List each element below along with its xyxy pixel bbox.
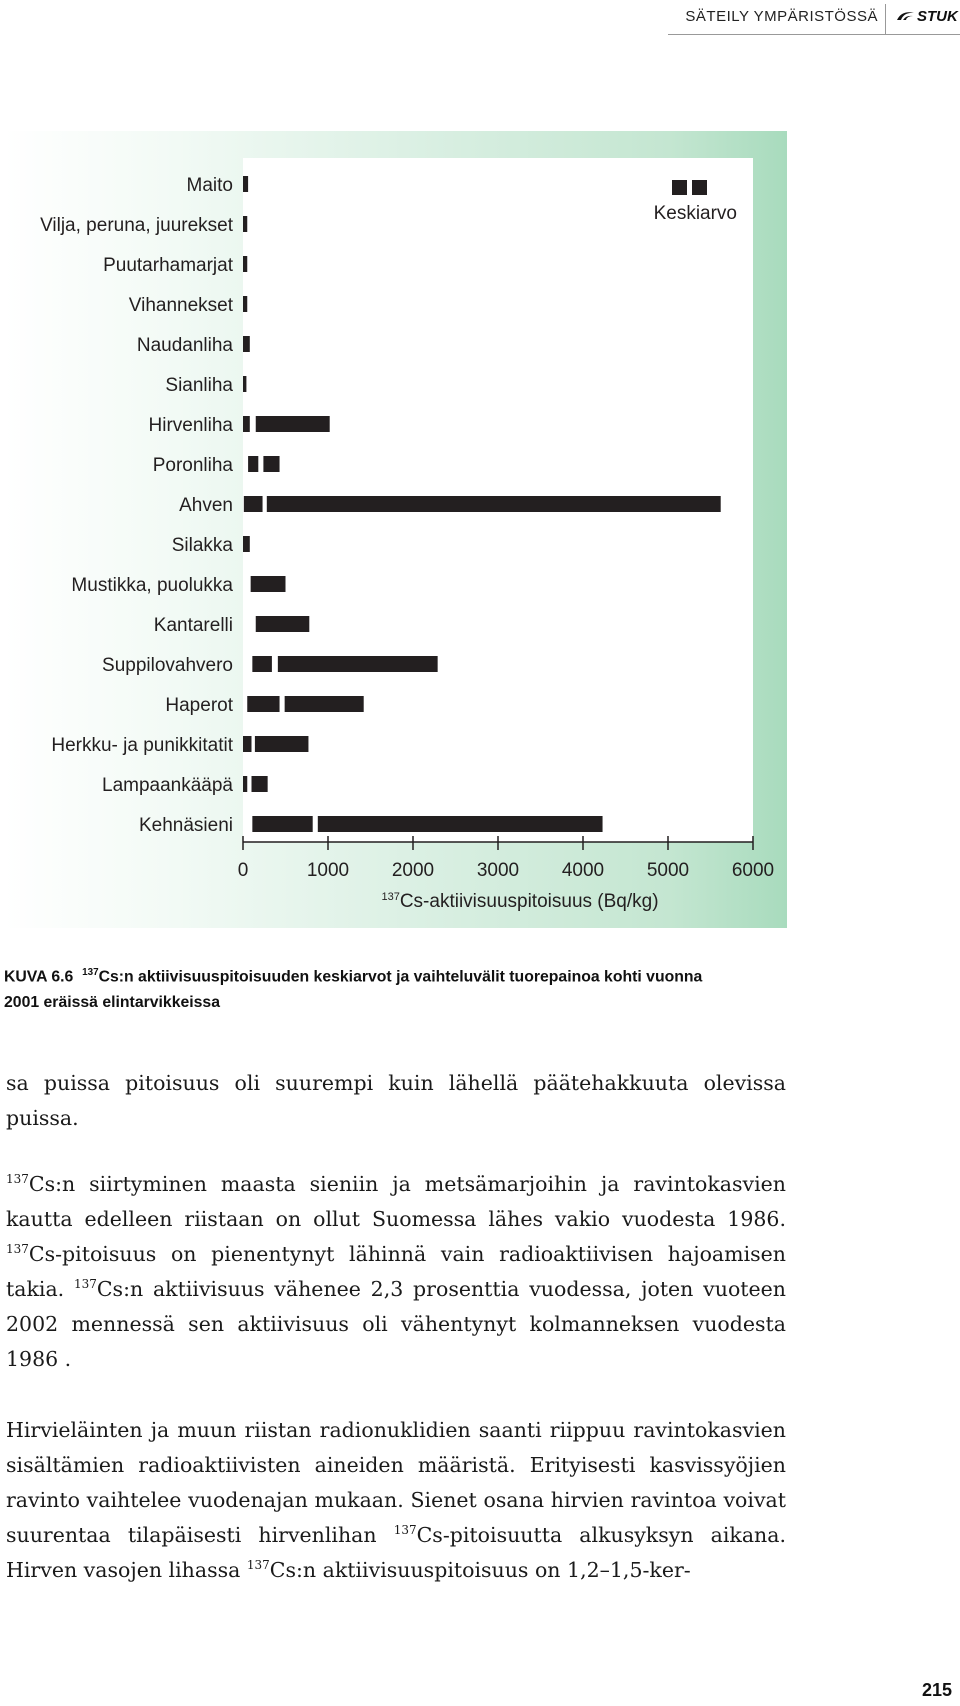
legend-swatch-1 bbox=[672, 180, 687, 195]
x-tick-label: 6000 bbox=[731, 860, 775, 881]
x-axis bbox=[238, 836, 774, 881]
category-label: Maito bbox=[186, 175, 233, 196]
category-label: Suppilovahvero bbox=[102, 655, 233, 676]
caption-label: KUVA 6.6 bbox=[4, 968, 74, 986]
range-bar bbox=[248, 456, 258, 472]
range-bar bbox=[258, 616, 309, 632]
category-label: Mustikka, puolukka bbox=[71, 575, 233, 596]
x-tick-label: 2000 bbox=[391, 860, 435, 881]
range-bar bbox=[243, 216, 247, 232]
range-bar bbox=[243, 376, 246, 392]
x-axis-title-text: Cs-aktiivisuuspitoisuus (Bq/kg) bbox=[399, 891, 659, 912]
range-bar bbox=[256, 416, 330, 432]
p3-text-2: Cs-pitoisuutta alkusyksyn aikana. Hirven vasojen lihassa bbox=[6, 1523, 786, 1582]
category-label: Puutarhamarjat bbox=[103, 255, 233, 276]
range-bar bbox=[243, 296, 247, 312]
category-label: Sianliha bbox=[165, 375, 233, 396]
category-label: Lampaankääpä bbox=[102, 775, 233, 796]
range-bar bbox=[247, 696, 279, 712]
range-bar bbox=[252, 776, 268, 792]
x-tick-label: 4000 bbox=[561, 860, 605, 881]
p2-text-2: Cs-pitoisuus on pienentynyt lähinnä vain radioaktiivisen hajoamisen takia. bbox=[6, 1242, 786, 1301]
p2-text-1: Cs:n siirtyminen maasta sieniin ja metsämarjoihin ja ravintokasvien kautta edelleen riistaan on ollut Suomessa lähes vakio vuodesta 1986. bbox=[6, 1172, 786, 1231]
range-bar bbox=[243, 336, 250, 352]
range-bar bbox=[255, 736, 309, 752]
category-label: Vilja, peruna, juurekset bbox=[40, 215, 233, 236]
range-bar bbox=[244, 496, 263, 512]
p2-sup-2: 137 bbox=[6, 1242, 29, 1257]
range-bar bbox=[243, 416, 250, 432]
p2-sup-3: 137 bbox=[73, 1277, 97, 1292]
x-tick-label: 5000 bbox=[646, 860, 690, 881]
range-bar bbox=[252, 656, 272, 672]
category-label: Herkku- ja punikkitatit bbox=[51, 735, 233, 756]
p3-sup-2: 137 bbox=[246, 1558, 270, 1573]
category-label: Kehnäsieni bbox=[138, 815, 233, 836]
paragraph-3 bbox=[6, 1413, 786, 1588]
range-bar bbox=[318, 816, 603, 832]
x-axis-title bbox=[381, 891, 658, 912]
category-label: Poronliha bbox=[152, 455, 233, 476]
x-tick-label: 0 bbox=[237, 860, 249, 881]
category-label: Kantarelli bbox=[153, 615, 233, 636]
paragraph-1: sa puissa pitoisuus oli suurempi kuin lähellä päätehakkuuta olevissa puissa. bbox=[6, 1071, 786, 1130]
category-label: Ahven bbox=[179, 495, 233, 516]
range-bar bbox=[252, 816, 312, 832]
range-bar bbox=[243, 256, 247, 272]
page-number: 215 bbox=[921, 1680, 952, 1700]
range-bar bbox=[263, 456, 279, 472]
range-bar bbox=[251, 576, 286, 592]
x-axis-title-sup: 137 bbox=[381, 891, 400, 903]
category-labels bbox=[40, 175, 234, 836]
p2-sup-1: 137 bbox=[6, 1172, 29, 1187]
caption-sup: 137 bbox=[82, 967, 99, 978]
x-tick-label: 1000 bbox=[306, 860, 350, 881]
caption-line1: Cs:n aktiivisuuspitoisuuden keskiarvot ja vaihteluvälit tuorepainoa kohti vuonna bbox=[98, 968, 703, 986]
range-bar bbox=[243, 736, 252, 752]
paragraph-2 bbox=[6, 1167, 786, 1377]
category-label: Naudanliha bbox=[136, 335, 233, 356]
range-bar bbox=[243, 536, 250, 552]
category-label: Haperot bbox=[165, 695, 233, 716]
p3-text-3: Cs:n aktiivisuuspitoisuus on 1,2–1,5-ker- bbox=[269, 1558, 691, 1582]
figure-caption bbox=[4, 960, 784, 1016]
caption-line2: 2001 eräissä elintarvikkeissa bbox=[4, 994, 220, 1012]
p3-sup-1: 137 bbox=[393, 1523, 417, 1538]
category-label: Silakka bbox=[171, 535, 233, 556]
category-label: Vihannekset bbox=[128, 295, 233, 316]
running-header-title: SÄTEILY YMPÄRISTÖSSÄ bbox=[685, 8, 878, 25]
category-label: Hirvenliha bbox=[148, 415, 233, 436]
x-tick-label: 3000 bbox=[476, 860, 520, 881]
range-bar bbox=[243, 176, 248, 192]
stuk-logo-text: STUK bbox=[917, 8, 958, 25]
range-bar bbox=[278, 656, 438, 672]
legend-label: Keskiarvo bbox=[653, 203, 737, 224]
range-bar bbox=[243, 776, 247, 792]
p3-text-1: Hirvieläinten ja muun riistan radionuklidien saanti riippuu ravintokasvien sisältämien radioaktiivisten aineiden määristä. Erityisesti kasvissyöjien ravinto vaihtelee vuodenajan mukaan. Sienet osana hirvien ravintoa voivat suurentaa tilapäisesti hirvenlihan bbox=[6, 1418, 786, 1547]
range-bar bbox=[267, 496, 721, 512]
legend-swatch-2 bbox=[692, 180, 707, 195]
range-bar bbox=[285, 696, 364, 712]
p2-text-3: Cs:n aktiivisuus vähenee 2,3 prosenttia vuodessa, joten vuoteen 2002 mennessä sen aktiivisuus oli vähentynyt kolmanneksen vuodesta 1986 . bbox=[6, 1277, 786, 1371]
